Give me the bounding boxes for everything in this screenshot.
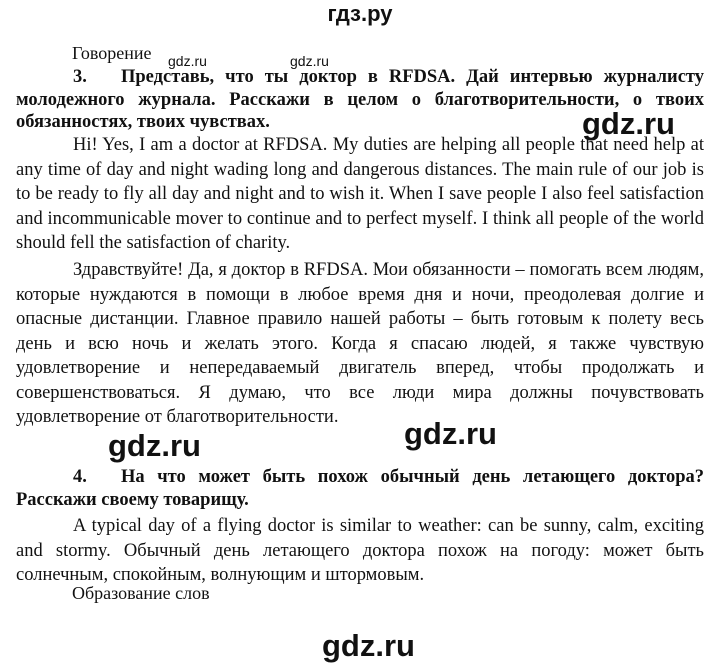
section-title-speaking: Говорение (72, 43, 152, 63)
watermark-top: гдз.ру (327, 1, 393, 26)
task-3-text: Представь, что ты доктор в RFDSA. Дай интервью журналисту молодежного журнала. Расскажи в целом о благотворительности, о твоих обязанностях, твоих чувствах. (16, 67, 704, 132)
watermark-mid-right: gdz.ru (582, 106, 675, 141)
task-4-prompt (16, 466, 704, 511)
task-3-answer-russian: Здравствуйте! Да, я доктор в RFDSA. Мои обязанности – помогать всем людям, которые нуждаются в помощи в любое время дня и ночи, преодолевая долгие и опасные дистанции. Главное правило нашей работы – быть готовым к полету весь день и всю ночь и желать этого. Когда я спасаю людей, я также чувствую удовлетворение и непередаваемый двигатель вперед, чтобы продолжать и совершенствоваться. Я думаю, что все люди мира должны почувствовать удовлетворение от благотворительности. (16, 260, 704, 427)
watermark-small-1: gdz.ru (168, 53, 207, 69)
task-4-number: 4. (73, 467, 87, 487)
watermark-lower-left: gdz.ru (108, 428, 201, 463)
task-3-answer-english: Hi! Yes, I am a doctor at RFDSA. My duties are helping all people that need help at any time of day and night wading long and dangerous distances. The main rule of our job is to be ready to fly all day and night and to wish it. When I save people I also feel satisfaction and incommunicable mover to continue and to perfect myself. I think all people of the world should fell the satisfaction of charity. (16, 135, 704, 253)
watermark-lower-right: gdz.ru (404, 416, 497, 451)
task-3-number: 3. (73, 67, 87, 87)
watermark-bottom: gdz.ru (322, 628, 415, 663)
task-4-text: На что может быть похож обычный день летающего доктора? Расскажи своему товарищу. (16, 467, 704, 510)
task-4-answer: A typical day of a flying doctor is similar to weather: can be sunny, calm, exciting and stormy. Обычный день летающего доктора похож на погоду: может быть солнечным, спокойным, волнующим и штормовым. (16, 516, 704, 585)
watermark-small-2: gdz.ru (290, 53, 329, 69)
section-title-word-formation: Образование слов (72, 583, 210, 603)
